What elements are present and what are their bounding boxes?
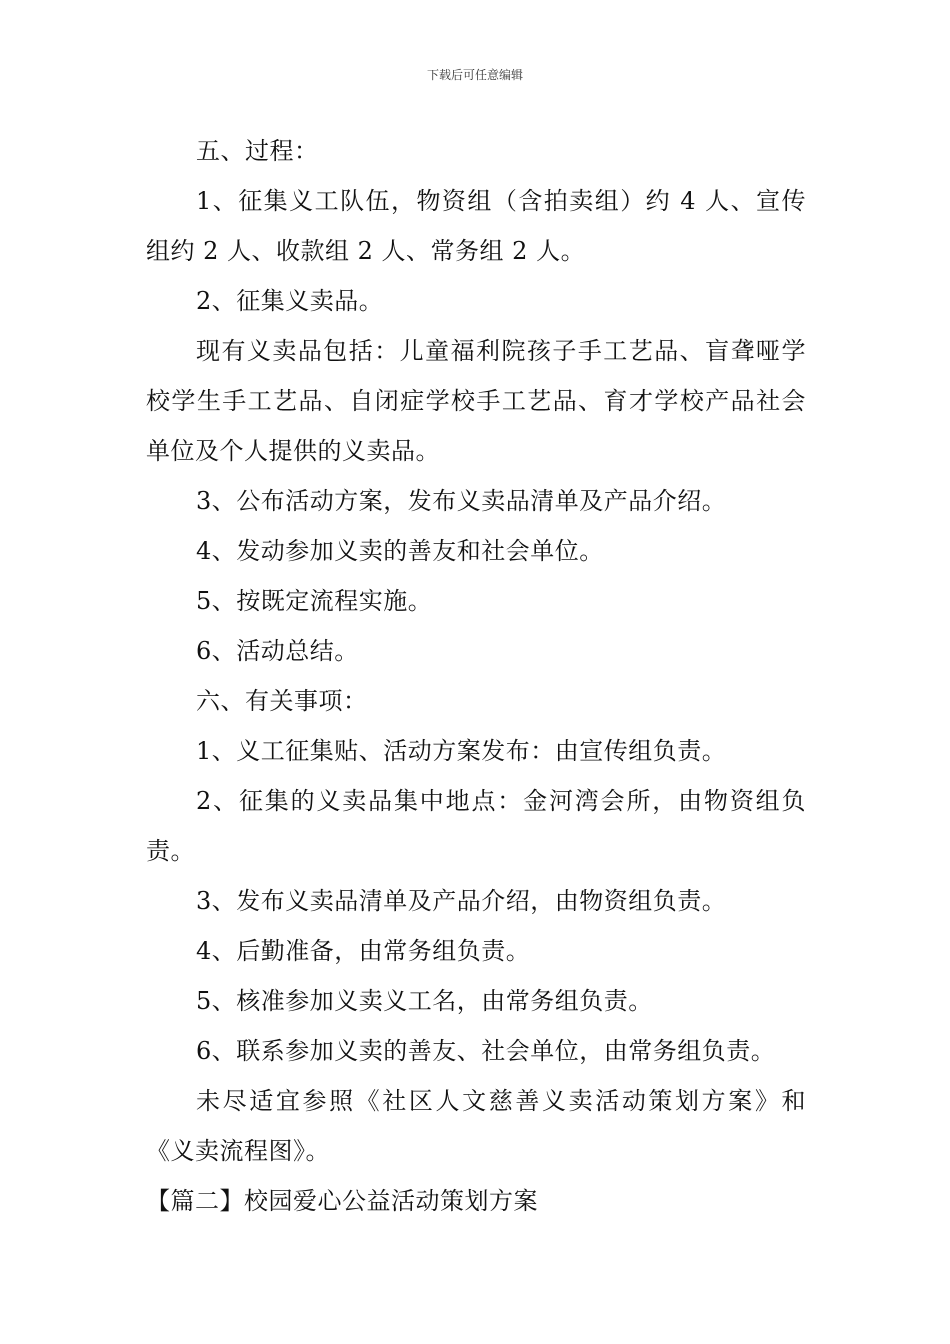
paragraph-verify-names: 5、核准参加义卖义工名，由常务组负责。 — [196, 987, 653, 1015]
page-header-note: 下载后可任意编辑 — [426, 68, 523, 82]
paragraph-reference: 未尽适宜参照《社区人文慈善义卖活动策划方案》和《义卖流程图》。 — [146, 1087, 806, 1165]
document-body — [146, 126, 806, 1226]
paragraph-logistics: 4、后勤准备，由常务组负责。 — [196, 937, 531, 965]
paragraph-summary: 6、活动总结。 — [196, 637, 359, 665]
paragraph-recruit-post: 1、义工征集贴、活动方案发布：由宣传组负责。 — [196, 737, 727, 765]
paragraph-collection-point: 2、征集的义卖品集中地点：金河湾会所，由物资组负责。 — [146, 787, 806, 865]
paragraph-volunteer-teams: 1、征集义工队伍，物资组（含拍卖组）约 4 人、宣传组约 2 人、收款组 2 人、常务组 2 人。 — [146, 187, 806, 265]
paragraph-item-list: 3、发布义卖品清单及产品介绍，由物资组负责。 — [196, 887, 727, 915]
paragraph-contact-partners: 6、联系参加义卖的善友、社会单位，由常务组负责。 — [196, 1037, 776, 1065]
section-heading-process: 五、过程： — [196, 137, 319, 165]
paragraph-publish-plan: 3、公布活动方案，发布义卖品清单及产品介绍。 — [196, 487, 727, 515]
paragraph-mobilize: 4、发动参加义卖的善友和社会单位。 — [196, 537, 604, 565]
section-title-part-two: 【篇二】校园爱心公益活动策划方案 — [146, 1187, 538, 1215]
paragraph-existing-items: 现有义卖品包括：儿童福利院孩子手工艺品、盲聋哑学校学生手工艺品、自闭症学校手工艺品、育才学校产品社会单位及个人提供的义卖品。 — [146, 337, 806, 465]
section-heading-matters: 六、有关事项： — [196, 687, 368, 715]
paragraph-collect-items: 2、征集义卖品。 — [196, 287, 384, 315]
paragraph-implement: 5、按既定流程实施。 — [196, 587, 433, 615]
